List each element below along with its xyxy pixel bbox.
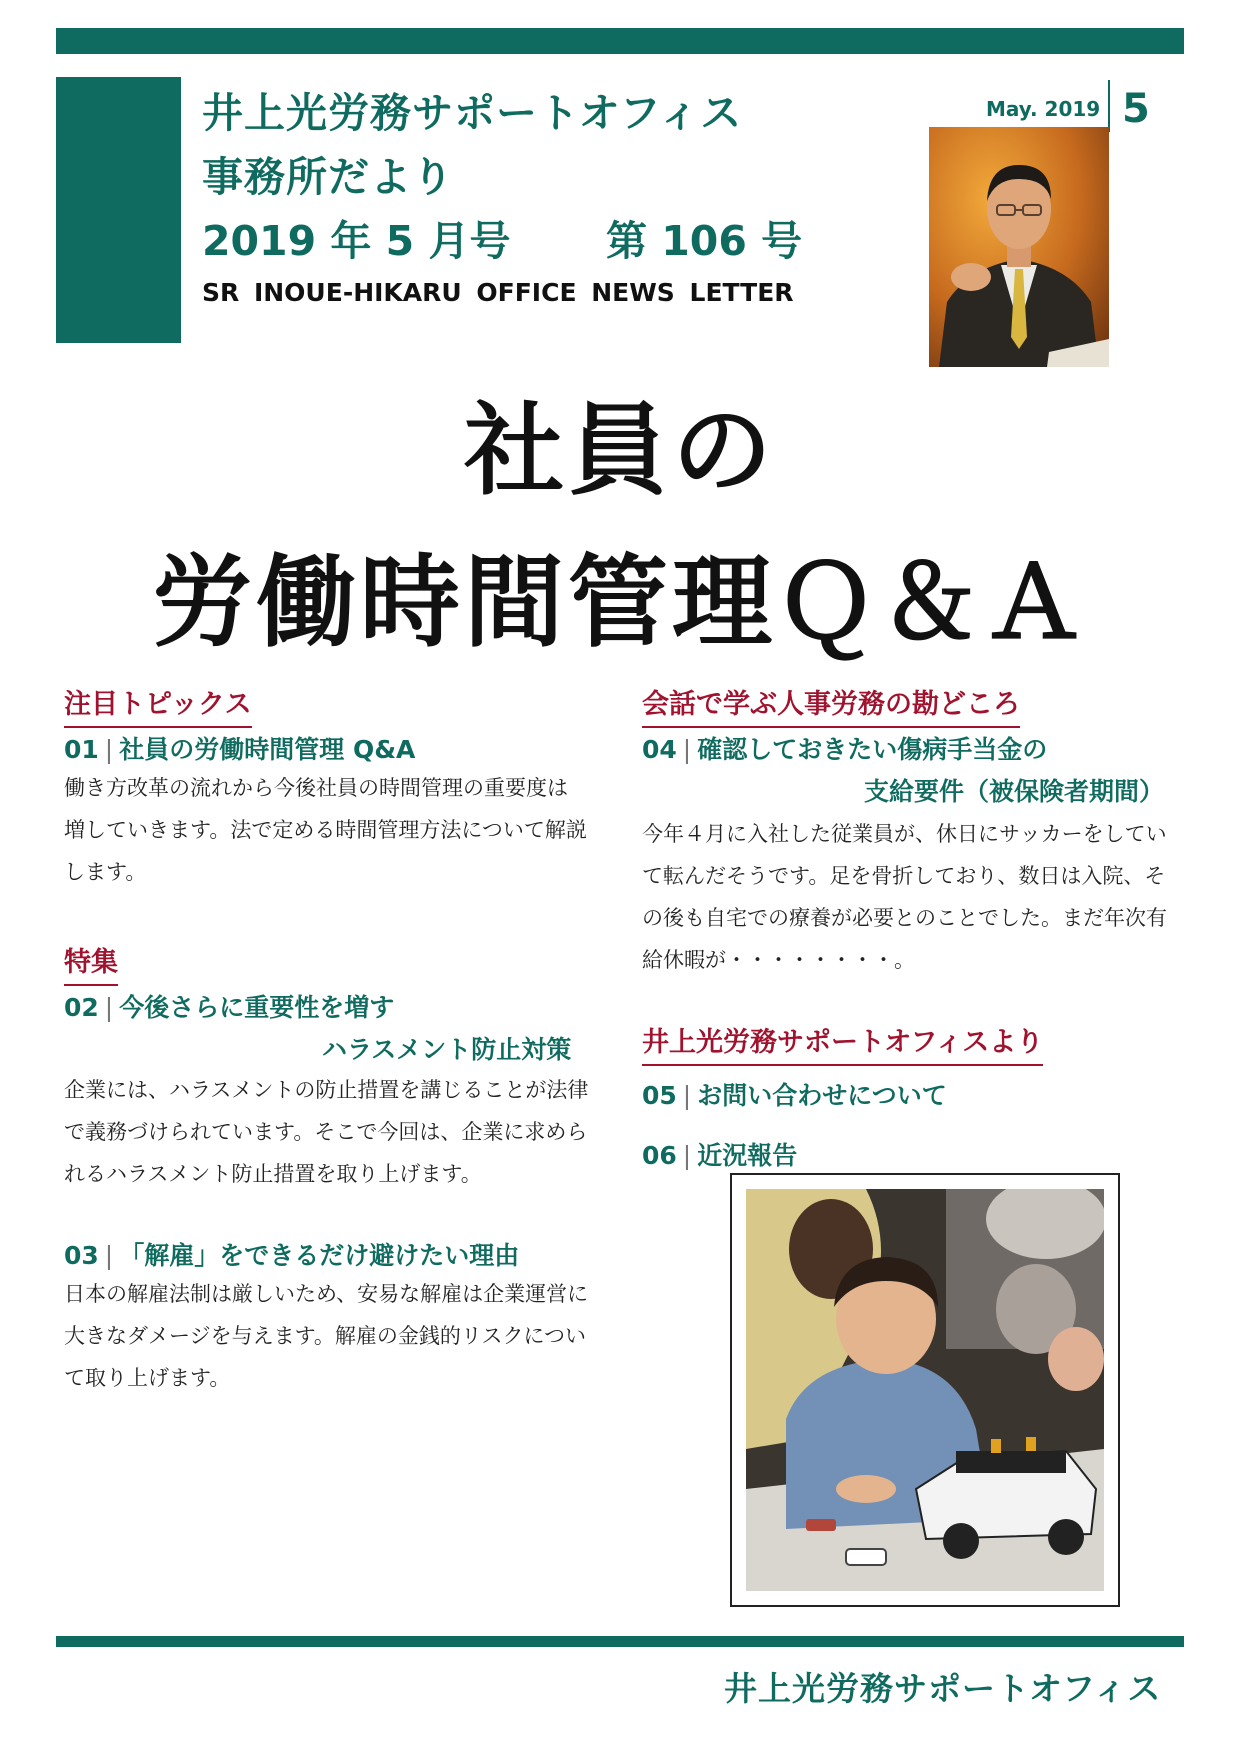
item-04-number: 04 — [642, 735, 677, 764]
item-separator: | — [104, 1241, 114, 1270]
child-playing-photo — [746, 1189, 1104, 1591]
item-06-number: 06 — [642, 1141, 677, 1170]
item-04-body-line: 今年４月に入社した従業員が、休日にサッカーをしてい — [642, 822, 1167, 846]
month-number: 5 — [1122, 86, 1150, 132]
top-accent-bar — [56, 28, 1184, 54]
section-heading-topics: 注目トピックス — [64, 682, 252, 728]
month-label: May. 2019 — [986, 97, 1101, 121]
header-accent-block — [56, 77, 181, 343]
item-02-number: 02 — [64, 993, 99, 1022]
item-02-title-continued: ハラスメント防止対策 — [322, 1035, 572, 1064]
item-01-title-row — [64, 730, 415, 766]
item-05-title-row — [642, 1076, 947, 1112]
issue-date: 2019 年 5 月号 — [202, 217, 511, 265]
item-04-title-continued: 支給要件（被保険者期間） — [864, 777, 1165, 806]
item-separator: | — [682, 1081, 692, 1110]
item-separator: | — [104, 735, 114, 764]
item-06-title: 近況報告 — [697, 1141, 798, 1170]
bottom-accent-bar — [56, 1636, 1184, 1647]
item-01-title: 社員の労働時間管理 Q&A — [119, 735, 416, 764]
item-02-title: 今後さらに重要性を増す — [119, 993, 395, 1022]
item-03-number: 03 — [64, 1241, 99, 1270]
item-04-body-line: 給休暇が・・・・・・・・。 — [642, 948, 915, 972]
issue-number: 第 106 号 — [606, 217, 803, 265]
item-04-body-line: の後も自宅での療養が必要とのことでした。まだ年次有 — [642, 906, 1167, 930]
item-01-body-line: します。 — [64, 860, 147, 884]
item-04-title: 確認しておきたい傷病手当金の — [697, 735, 1048, 764]
photo-frame — [730, 1173, 1120, 1607]
item-01-body-line: 増していきます。法で定める時間管理方法について解説 — [64, 818, 587, 842]
item-01-number: 01 — [64, 735, 99, 764]
section-heading-office-news: 井上光労務サポートオフィスより — [642, 1020, 1043, 1066]
item-02-body-line: で義務づけられています。そこで今回は、企業に求めら — [64, 1120, 588, 1144]
footer-office-name: 井上光労務サポートオフィス — [724, 1669, 1162, 1708]
item-separator: | — [104, 993, 114, 1022]
item-04-title-row — [642, 730, 1047, 766]
section-heading-feature: 特集 — [64, 940, 118, 986]
item-02-body-line: 企業には、ハラスメントの防止措置を講じることが法律 — [64, 1078, 589, 1102]
item-03-title: 「解雇」をできるだけ避けたい理由 — [119, 1241, 520, 1270]
item-04-body-line: て転んだそうです。足を骨折しており、数日は入院、そ — [642, 864, 1166, 888]
newsletter-label: 事務所だより — [202, 153, 454, 201]
item-03-body-line: 大きなダメージを与えます。解雇の金銭的リスクについ — [64, 1324, 587, 1348]
item-03-title-row — [64, 1236, 519, 1272]
office-name: 井上光労務サポートオフィス — [202, 89, 743, 137]
item-05-number: 05 — [642, 1081, 677, 1110]
month-divider — [1108, 80, 1110, 132]
item-02-title-row — [64, 988, 394, 1024]
item-02-body-line: れるハラスメント防止措置を取り上げます。 — [64, 1162, 482, 1186]
item-separator: | — [682, 735, 692, 764]
main-title-line-1: 社員の — [464, 392, 776, 509]
portrait-photo — [929, 127, 1109, 367]
english-newsletter-name: SR INOUE-HIKARU OFFICE NEWS LETTER — [202, 278, 794, 307]
item-01-body-line: 働き方改革の流れから今後社員の時間管理の重要度は — [64, 776, 568, 800]
section-heading-hr-tips: 会話で学ぶ人事労務の勘どころ — [642, 682, 1020, 728]
item-05-title: お問い合わせについて — [697, 1081, 947, 1110]
item-separator: | — [682, 1141, 692, 1170]
main-title-line-2: 労働時間管理Ｑ＆Ａ — [152, 544, 1088, 661]
item-06-title-row — [642, 1136, 797, 1172]
item-03-body-line: て取り上げます。 — [64, 1366, 231, 1390]
item-03-body-line: 日本の解雇法制は厳しいため、安易な解雇は企業運営に — [64, 1282, 589, 1306]
